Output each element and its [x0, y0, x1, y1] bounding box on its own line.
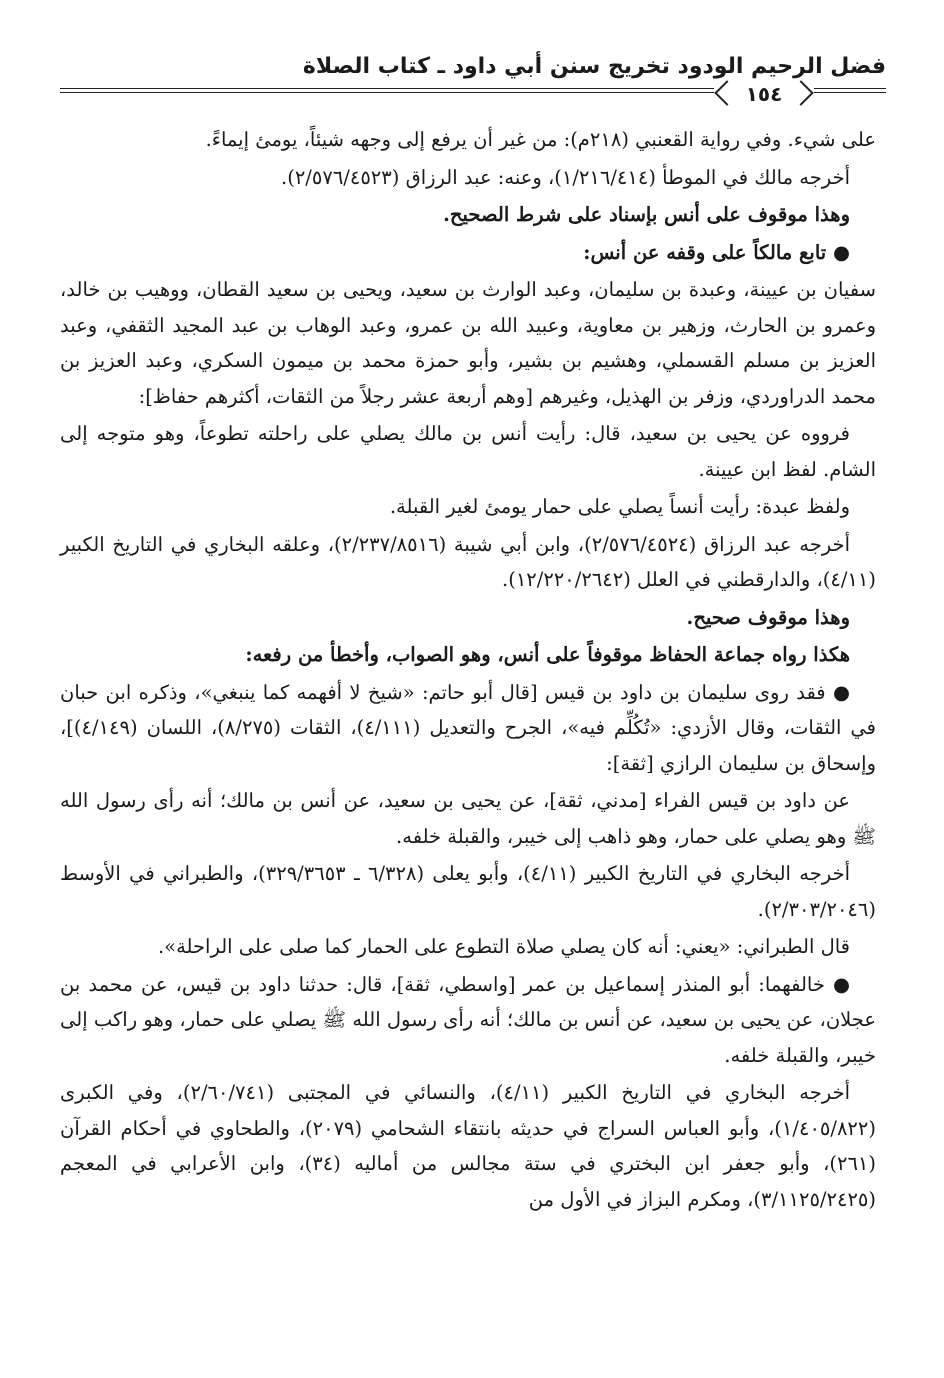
- paragraph: وهذا موقوف صحيح.: [686, 605, 850, 629]
- paragraph: ● خالفهما: أبو المنذر إسماعيل بن عمر [واسطي، ثقة]، قال: حدثنا داود بن قيس، عن محمد بن عجلان، عن يحيى بن سعيد، عن أنس بن مالك؛ أنه رأى رسول الله ﷺ يصلي على حمار، وهو راكب إلى خيبر، والقبلة خلفه.: [60, 972, 876, 1067]
- paragraph: على شيء. وفي رواية القعنبي (٢١٨م): من غير أن يرفع إلى وجهه شيئاً، يومئ إيماءً.: [205, 128, 876, 151]
- paragraph: هكذا رواه جماعة الحفاظ موقوفاً على أنس، وهو الصواب، وأخطأ من رفعه:: [245, 643, 850, 666]
- paragraph: أخرجه مالك في الموطأ (١/٢١٦/٤١٤)، وعنه: عبد الرزاق (٢/٥٧٦/٤٥٢٣).: [281, 165, 850, 189]
- body-text: [60, 122, 876, 1217]
- paragraph: ولفظ عبدة: رأيت أنساً يصلي على حمار يومئ لغير القبلة.: [389, 495, 850, 518]
- paragraph: ● تابع مالكاً على وقفه عن أنس:: [583, 240, 850, 264]
- paragraph: أخرجه عبد الرزاق (٢/٥٧٦/٤٥٢٤)، وابن أبي شيبة (٢/٢٣٧/٨٥١٦)، وعلقه البخاري في التاريخ الكبير (٤/١١)، والدارقطني في العلل (١٢/٢٢٠/٢٦٤٢).: [60, 532, 876, 591]
- paragraph: سفيان بن عيينة، وعبدة بن سليمان، وعبد الوارث بن سعيد، ويحيى بن سعيد القطان، ووهيب بن خالد، وعمرو بن الحارث، وزهير بن معاوية، وعبيد الله بن عمرو، وعبد الوهاب بن عبد المجيد الثقفي، وعبد العزيز بن مسلم القسملي، وهشيم بن بشير، وأبو حمزة محمد بن ميمون السكري، وعبد العزيز بن محمد الدراوردي، وزفر بن الهذيل، وغيرهم [وهم أربعة عشر رجلاً من الثقات، أكثرهم حفاظ]:: [60, 278, 876, 408]
- paragraph: أخرجه البخاري في التاريخ الكبير (٤/١١)، وأبو يعلى (٦/٣٢٨ ـ ٣٢٩/٣٦٥٣)، والطبراني في الأوسط (٢/٣٠٣/٢٠٤٦).: [60, 862, 876, 921]
- running-header: فضل الرحيم الودود تخريج سنن أبي داود ـ كتاب الصلاة: [302, 54, 886, 79]
- paragraph: ● فقد روى سليمان بن داود بن قيس [قال أبو حاتم: «شيخ لا أفهمه كما ينبغي»، وذكره ابن حبان في الثقات، وقال الأزدي: «تُكُلِّم فيه»، الجرح والتعديل (٤/١١١)، الثقات (٨/٢٧٥)، اللسان (٤/١٤٩)]، وإسحاق بن سليمان الرازي [ثقة]:: [60, 680, 876, 775]
- page-number: ١٥٤: [714, 80, 814, 108]
- paragraph: وهذا موقوف على أنس بإسناد على شرط الصحيح.: [443, 203, 850, 226]
- paragraph: فرووه عن يحيى بن سعيد، قال: رأيت أنس بن مالك يصلي على راحلته تطوعاً، وهو متوجه إلى الشام. لفظ ابن عيينة.: [60, 422, 876, 481]
- paragraph: قال الطبراني: «يعني: أنه كان يصلي صلاة التطوع على الحمار كما صلى على الراحلة».: [157, 935, 850, 958]
- paragraph: عن داود بن قيس الفراء [مدني، ثقة]، عن يحيى بن سعيد، عن أنس بن مالك؛ أنه رأى رسول الله ﷺ وهو يصلي على حمار، وهو ذاهب إلى خيبر، والقبلة خلفه.: [60, 789, 876, 848]
- paragraph: أخرجه البخاري في التاريخ الكبير (٤/١١)، والنسائي في المجتبى (٢/٦٠/٧٤١)، وفي الكبرى (١/٤٠٥/٨٢٢)، وأبو العباس السراج في حديثه بانتقاء الشحامي (٢٠٧٩)، والطحاوي في أحكام القرآن (٢٦١)، وأبو جعفر ابن البختري في ستة مجالس من أماليه (٣٤)، وابن الأعرابي في المعجم (٣/١١٢٥/٢٤٢٥)، ومكرم البزاز في الأول من: [60, 1081, 876, 1211]
